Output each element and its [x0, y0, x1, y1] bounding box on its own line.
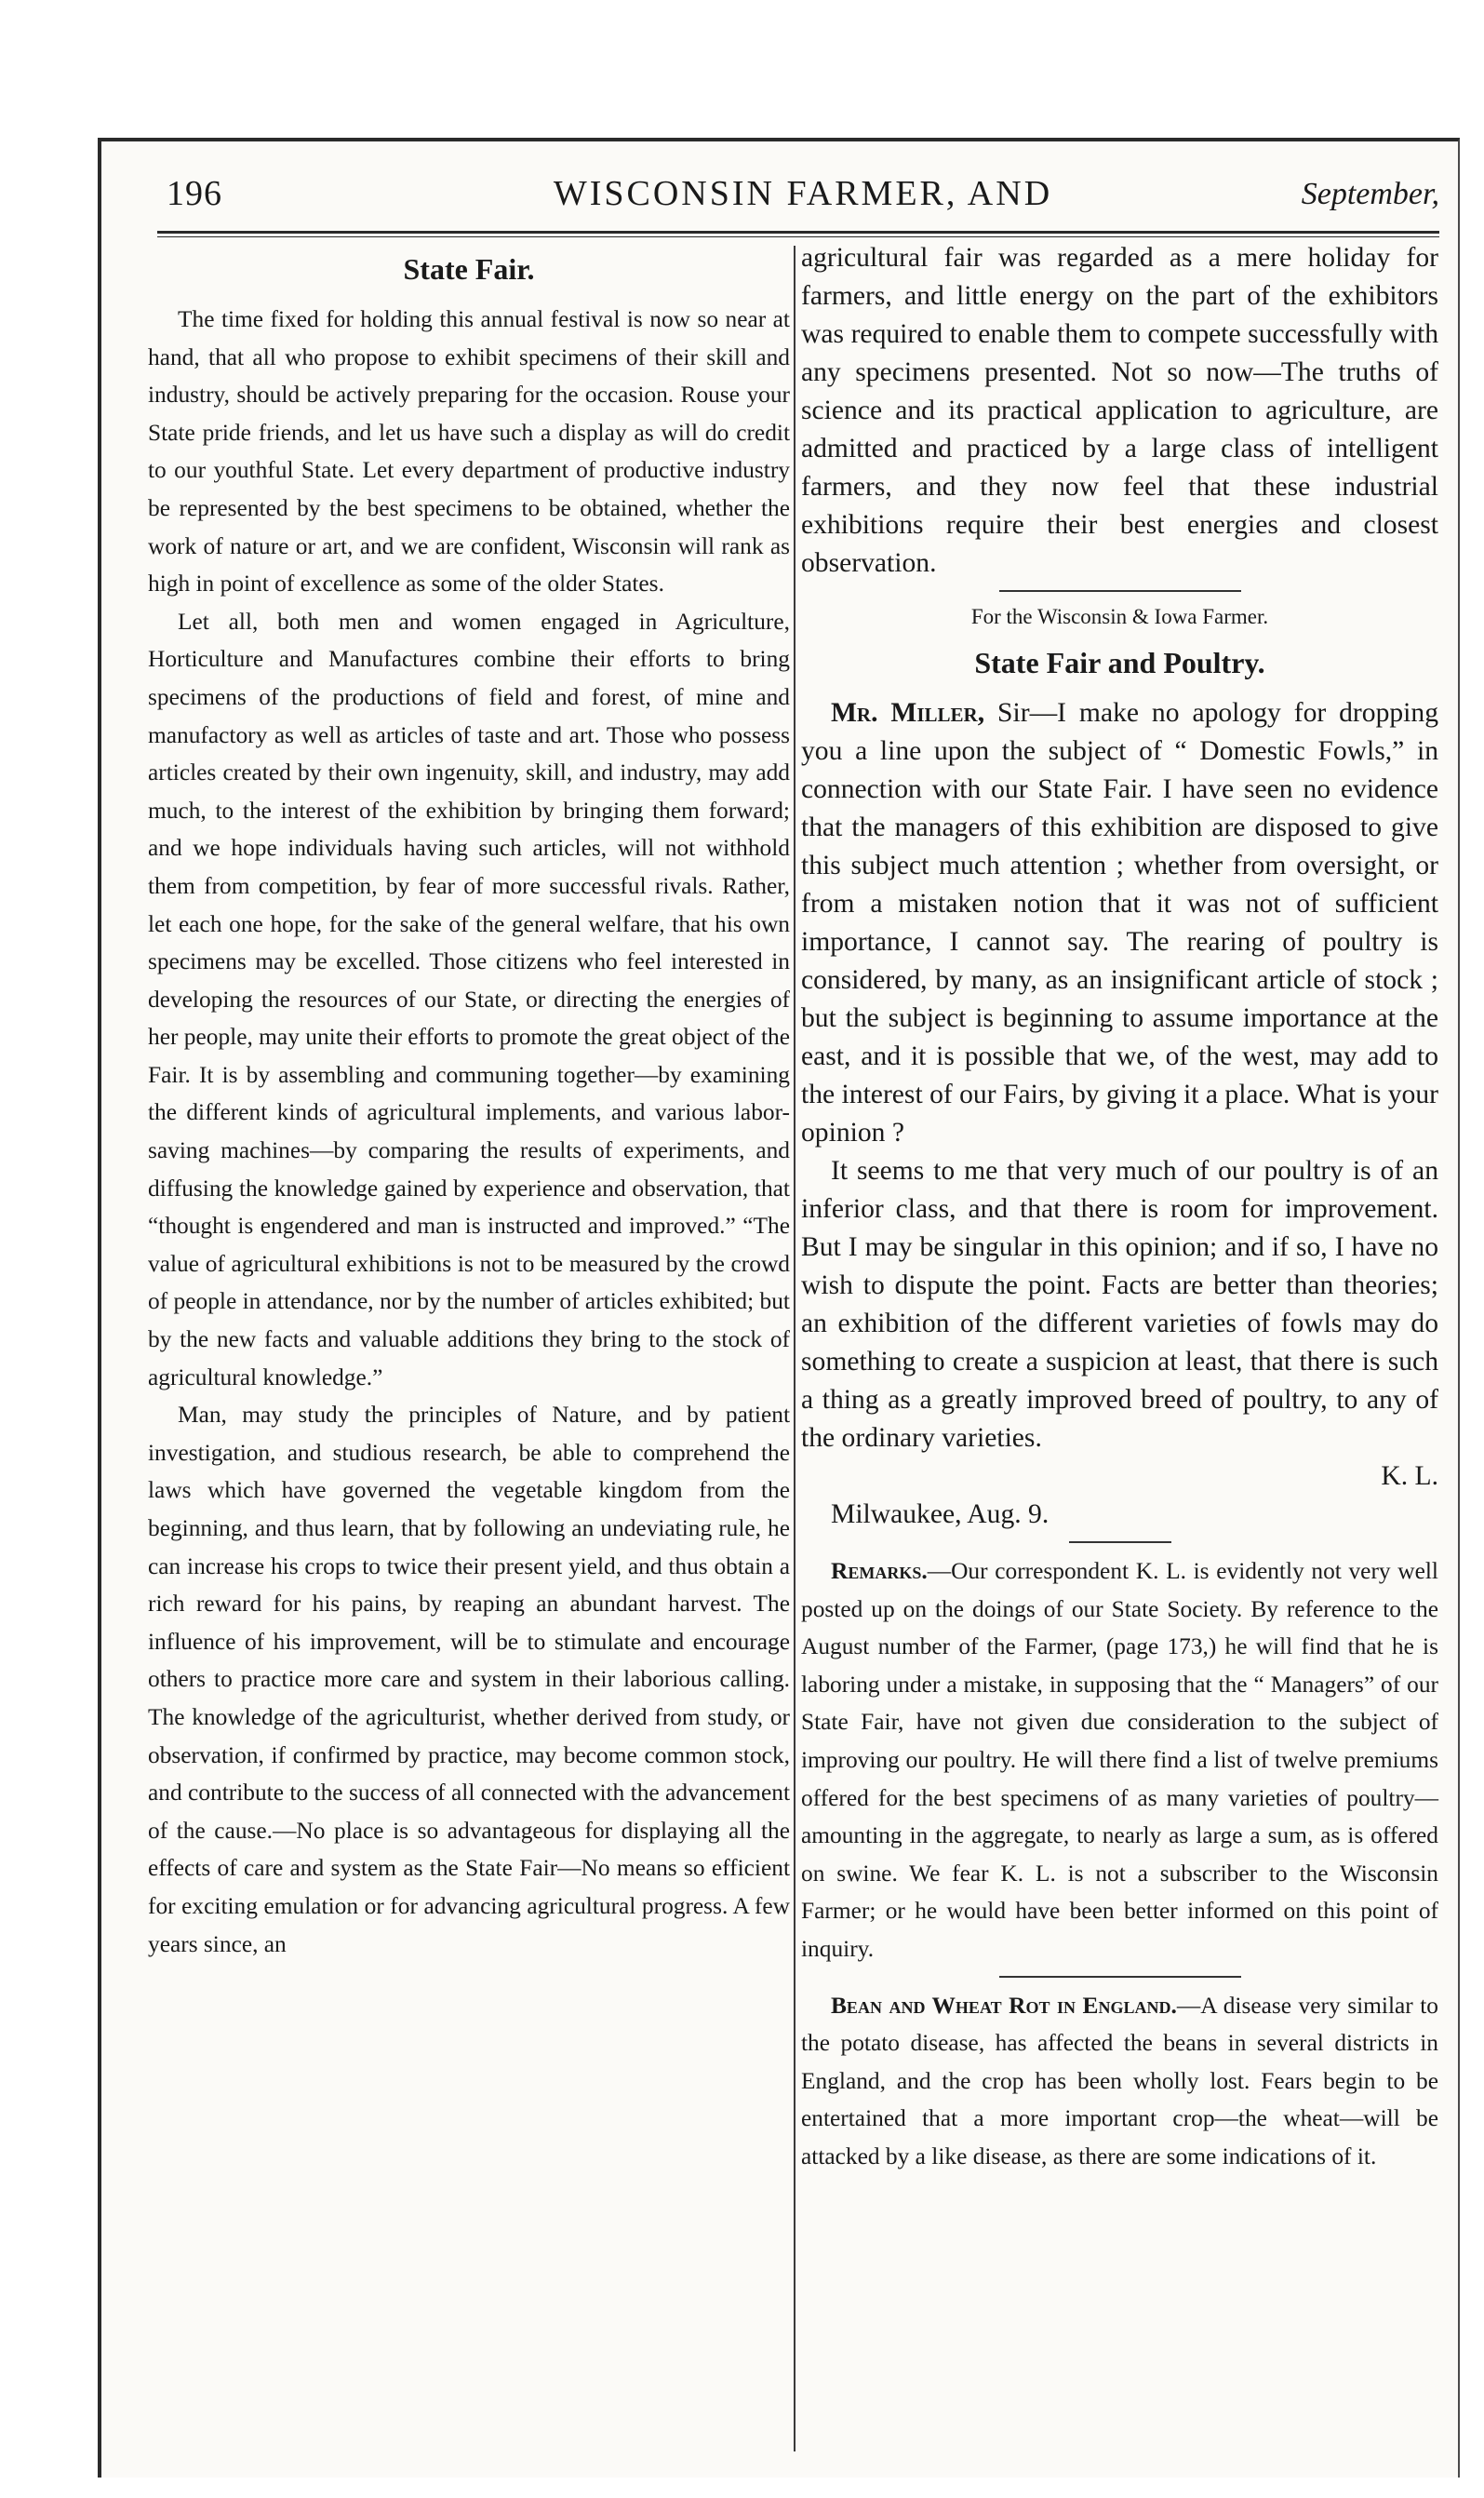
section-rule [999, 1976, 1241, 1978]
section-rule [999, 590, 1241, 592]
letter-signature-line [801, 1457, 1438, 1496]
article-paragraph: Let all, both men and women engaged in Agriculture, Horticulture and Manufactures combine their efforts to bring specimens of the productions of field and forest, of mine and manufactory as well as articles of taste and art. Those who possess articles created by their own ingenuity, skill, and industry, may add much, to the interest of the exhibition by bringing them forward; and we hope individuals having such articles, will not withhold them from competition, by fear of more successful rivals. Rather, let each one hope, for the sake of the general welfare, that his own specimens may be excelled. Those citizens who feel interested in developing the resources of our State, or directing the energies of her people, may unite their efforts to promote the great object of the Fair. It is by assembling and communing together—by examining the different kinds of agricultural implements, and various labor-saving machines—by comparing the results of experiments, and diffusing the knowledge gained by experience and observation, that “thought is engendered and man is instructed and improved.” “The value of agricultural exhibitions is not to be measured by the crowd of people in attendance, nor by the number of articles exhibited; but by the new facts and valuable additions they bring to the stock of agricultural knowledge.” [148, 608, 790, 1390]
news-text: —A disease very similar to the potato disease, has affected the beans in several districts in England, and the crop has been wholly lost. Fears begin to be entertained that a more important crop—the wheat—will be attacked by a like disease, as there are some indications of it. [801, 1992, 1439, 2169]
article-heading-poultry: State Fair and Poultry. [974, 646, 1265, 679]
news-label: Bean and Wheat Rot in England. [831, 1992, 1177, 2019]
page-number: 196 [167, 174, 222, 213]
article-paragraph: The time fixed for holding this annual festival is now so near at hand, that all who propose to exhibit specimens of their skill and industry, should be actively preparing for the occasion. Rouse your State pride friends, and let us have such a display as will do credit to our youthful State. Let every department of productive industry be represented by the best specimens to be obtained, whether the work of nature or art, and we are confident, Wisconsin will rank as high in point of excellence as some of the older States. [148, 306, 790, 598]
article-paragraph: Man, may study the principles of Nature, and by patient investigation, and studious research, be able to comprehend the laws which have governed the vegetable kingdom from the beginning, and thus learn, that by following an undeviating rule, he can increase his crops to twice their present yield, and thus obtain a rich reward for his pains, by reaping an abundant harvest. The influence of his improvement, will be to stimulate and encourage others to practice more care and system in their laborious calling. The knowledge of the agriculturist, whether derived from study, or observation, if confirmed by practice, may become common stock, and contribute to the success of all connected with the advancement of the cause.—No place is so advantageous for displaying all the effects of care and system as the State Fair—No means so efficient for exciting emulation or for advancing agricultural progress. A few years since, an [148, 1402, 790, 1957]
article-byline: For the Wisconsin & Iowa Farmer. [970, 605, 1269, 628]
letter-signature: K. L. [1381, 1461, 1438, 1491]
remarks-paragraph [801, 1552, 1438, 1968]
section-rule [1069, 1541, 1171, 1543]
letter-text: Sir—I make no apology for dropping you a line upon the subject of “ Domestic Fowls,” in connection with our State Fair. I have seen no evidence that the managers of this exhibition are disposed to give this subject much attention ; whether from oversight, or from a mistaken notion that it was not of sufficient importance, I cannot say. The rearing of poultry is considered, by many, as an insignificant article of stock ; but the subject is beginning to assume importance at the east, and it is possible that we, of the west, may add to the interest of our Fairs, by giving it a place. What is your opinion ? [801, 698, 1438, 1148]
letter-paragraph [801, 694, 1438, 1152]
article-continuation: agricultural fair was regarded as a mere holiday for farmers, and little energy on the part of the exhibitors was required to enable them to compete successfully with any specimens presented. Not so now—The truths of science and its practical application to agriculture, are admitted and practiced by a large class of intelligent farmers, and they now feel that these industrial exhibitions require their best energies and closest observation. [801, 243, 1438, 578]
letter-dateline: Milwaukee, Aug. 9. [831, 1499, 1049, 1529]
right-column [801, 239, 1438, 2176]
page-title: WISCONSIN FARMER, AND [553, 174, 1053, 213]
remarks-label: Remarks. [831, 1558, 928, 1584]
header-rule [157, 231, 1439, 237]
left-column [148, 239, 790, 1963]
page-header [167, 173, 1439, 229]
remarks-text: —Our correspondent K. L. is evidently not very well posted up on the doings of our State Society. By reference to the August number of the Farmer, (page 173,) he will find that he is laboring under a mistake, in supposing that the “ Managers” of our State Fair, have not given due consideration to the subject of improving our poultry. He will there find a list of twelve premiums offered for the best specimens of as many varieties of poultry—amounting in the aggregate, to nearly as large a sum, as is offered on swine. We fear K. L. is not a subscriber to the Wisconsin Farmer; or he would have been better informed on this point of inquiry. [801, 1558, 1438, 1962]
salutation: Mr. Miller, [831, 698, 985, 728]
issue-month: September, [1301, 177, 1439, 211]
article-heading-state-fair: State Fair. [403, 252, 535, 286]
column-divider [794, 246, 795, 2451]
newspaper-page [98, 138, 1460, 2478]
news-paragraph [801, 1987, 1438, 2176]
letter-paragraph: It seems to me that very much of our poultry is of an inferior class, and that there is room for improvement. But I may be singular in this opinion; and if so, I have no wish to dispute the point. Facts are better than theories; an exhibition of the different varieties of fowls may do something to create a suspicion at least, that there is such a thing as a greatly improved breed of poultry, to any of the ordinary varieties. [801, 1156, 1438, 1453]
